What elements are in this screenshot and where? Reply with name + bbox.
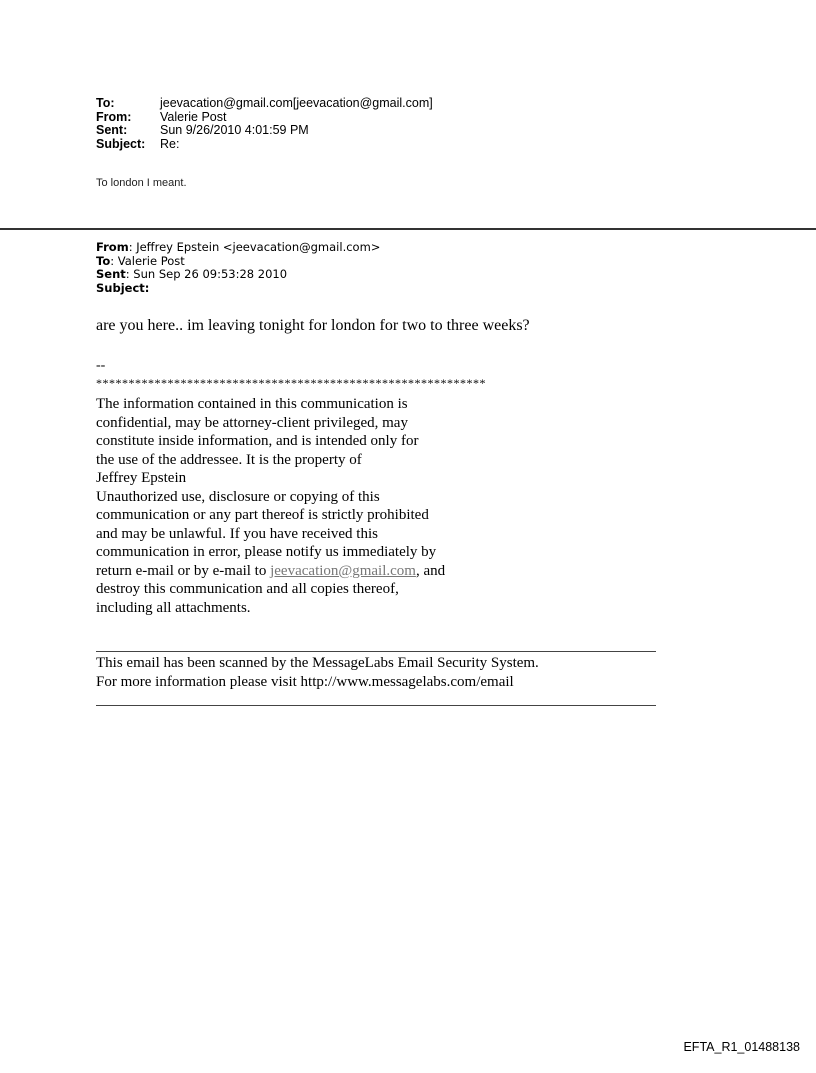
disclaimer-line: the use of the addressee. It is the property of [96, 451, 362, 468]
disclaimer-line: confidential, may be attorney-client privileged, may [96, 414, 408, 431]
disclaimer-line: communication or any part thereof is strictly prohibited [96, 507, 429, 523]
quoted-subject-label: Subject [96, 280, 145, 295]
signature-dash: -- [96, 358, 106, 373]
subject-value: Re: [160, 136, 180, 151]
reply-body: To london I meant. [96, 177, 187, 189]
disclaimer-line: Jeffrey Epstein [96, 470, 187, 486]
quoted-subject-value: : [144, 280, 150, 295]
disclaimer-link-line [96, 562, 516, 581]
disclaimer-line: The information contained in this communication is [96, 396, 408, 412]
disclaimer-line: Unauthorized use, disclosure or copying of this [96, 488, 380, 505]
quoted-to-label: To [96, 253, 111, 268]
quoted-message: are you here.. im leaving tonight for london for two to three weeks? [96, 317, 530, 334]
disclaimer-line: communication in error, please notify us immediately by [96, 544, 437, 560]
to-label: To: [96, 96, 115, 110]
disclaimer-line: constitute inside information, and is intended only for [96, 433, 419, 449]
message-divider [0, 228, 816, 230]
subject-label: Subject: [96, 136, 146, 151]
disclaimer-post-link: , and [415, 562, 446, 579]
quoted-from-label: From [96, 240, 129, 254]
signature-stars: ************************************************************ [96, 376, 486, 390]
reply-header [96, 97, 433, 151]
to-value: jeevacation@gmail.com[jeevacation@gmail.com] [160, 96, 433, 110]
subject-row [96, 138, 433, 152]
disclaimer-pre-link: return e-mail or by e-mail to [96, 562, 271, 579]
from-label: From: [96, 109, 132, 124]
email-link[interactable]: jeevacation@gmail.com [270, 562, 416, 579]
quoted-sent-label: Sent [96, 267, 126, 281]
quoted-sent-value: : Sun Sep 26 09:53:28 2010 [125, 267, 288, 281]
disclaimer-line: including all attachments. [96, 599, 251, 616]
scan-rule-top [96, 651, 656, 652]
to-row [96, 97, 433, 111]
sent-row [96, 124, 433, 138]
disclaimer-line: destroy this communication and all copies thereof, [96, 581, 399, 597]
quoted-sent-row [96, 268, 380, 282]
quoted-to-row [96, 255, 380, 269]
disclaimer-line: and may be unlawful. If you have received this [96, 525, 378, 542]
sent-label: Sent: [96, 123, 128, 137]
scan-notice-line-1: This email has been scanned by the MessageLabs Email Security System. [96, 655, 539, 671]
scan-notice-line-2: For more information please visit http://www.messagelabs.com/email [96, 673, 514, 690]
scan-rule-bottom [96, 705, 656, 706]
confidentiality-disclaimer [96, 395, 516, 617]
quoted-header [96, 241, 380, 295]
quoted-from-row [96, 241, 380, 255]
quoted-from-value: : Jeffrey Epstein <jeevacation@gmail.com> [128, 240, 381, 254]
from-row [96, 111, 433, 125]
document-id: EFTA_R1_01488138 [683, 1040, 800, 1054]
quoted-subject-row [96, 282, 380, 296]
sent-value: Sun 9/26/2010 4:01:59 PM [160, 123, 309, 137]
quoted-to-value: : Valerie Post [110, 253, 185, 268]
scan-notice [96, 654, 539, 691]
from-value: Valerie Post [160, 109, 227, 124]
